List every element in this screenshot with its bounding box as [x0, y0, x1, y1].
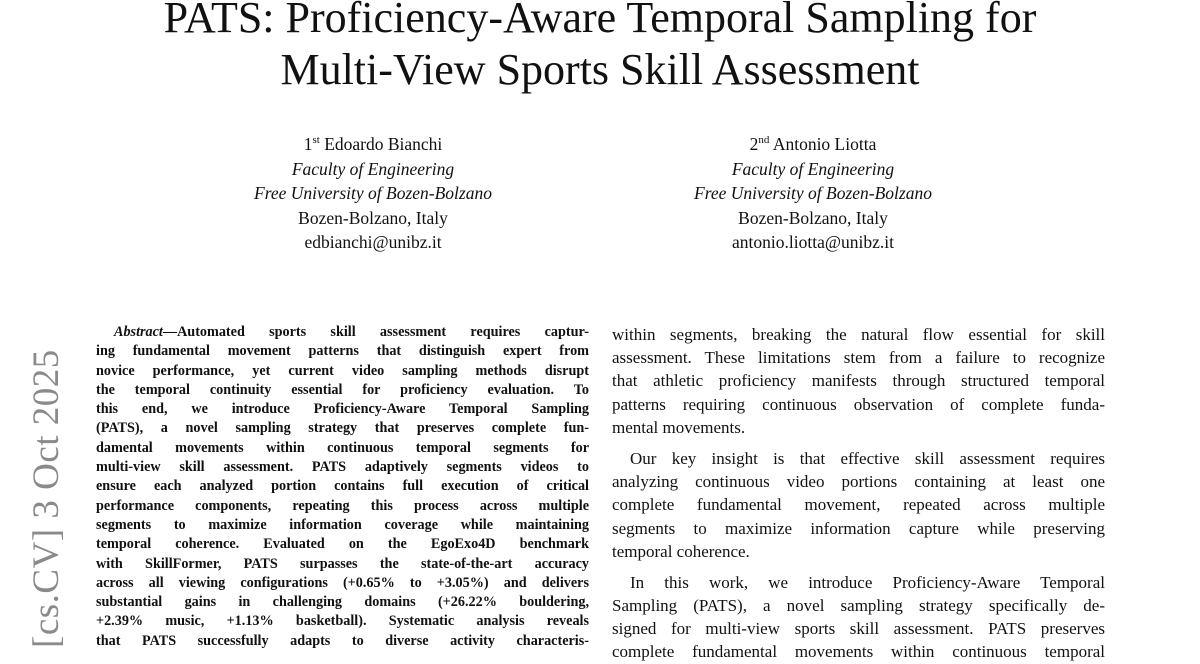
body-line: patterns requiring continuous observation of complete funda-: [612, 394, 1105, 414]
body-column: [612, 323, 1105, 664]
abstract-line: ensure each analyzed portion contains full execution of critical: [96, 478, 589, 495]
body-line: Sampling (PATS), a novel sampling strategy specifically de-: [612, 596, 1105, 616]
title-line-2: Multi-View Sports Skill Assessment: [280, 45, 920, 94]
author-university: Free University of Bozen-Bolzano: [254, 183, 492, 203]
abstract-line: ing fundamental movement patterns that distinguish expert from: [96, 343, 589, 360]
body-paragraph-1: [612, 323, 1105, 439]
author-ordinal: 2: [749, 134, 759, 154]
author-ordinal-suffix: st: [312, 134, 320, 146]
abstract-line: this end, we introduce Proficiency-Aware Temporal Sampling: [96, 401, 589, 418]
author-name-row: [603, 132, 1023, 157]
body-line: mental movements.: [612, 417, 746, 437]
abstract-line: [96, 323, 589, 342]
abstract-line: multi-view skill assessment. PATS adaptively segments videos to: [96, 459, 589, 476]
title-line-1: PATS: Proficiency-Aware Temporal Sampling for: [163, 0, 1037, 42]
author-email: edbianchi@unibz.it: [304, 232, 442, 252]
body-line-text: In this work, we introduce Proficiency-Aware Temporal: [630, 572, 1105, 592]
author-faculty: Faculty of Engineering: [731, 158, 895, 179]
body-line: segments to maximize information capture while preserving: [612, 518, 1105, 538]
abstract-label: Abstract: [114, 324, 163, 340]
paper-title: [0, 0, 1200, 96]
author-email: antonio.liotta@unibz.it: [732, 232, 894, 252]
abstract-line: novice performance, yet current video sampling methods disrupt: [96, 362, 589, 379]
body-line: within segments, breaking the natural flow essential for skill: [612, 325, 1105, 344]
author-name-row: [163, 132, 583, 157]
abstract-line: damental movements within continuous temporal segments for: [96, 439, 589, 456]
author-location: Bozen-Bolzano, Italy: [298, 207, 448, 228]
author-name: Edoardo Bianchi: [324, 134, 443, 154]
body-paragraph-3: [612, 571, 1105, 664]
body-line: complete fundamental movements within continuous temporal: [612, 642, 1105, 662]
author-university: Free University of Bozen-Bolzano: [694, 183, 932, 203]
abstract-line: with SkillFormer, PATS surpasses the state-of-the-art accuracy: [96, 555, 589, 572]
abstract-line: substantial gains in challenging domains (+26.22% bouldering,: [96, 594, 589, 611]
abstract-line: performance components, repeating this process across multiple: [96, 497, 589, 514]
body-line: assessment. These limitations stem from a failure to recognize: [612, 348, 1105, 368]
body-line: complete fundamental movement, repeated across multiple: [612, 495, 1105, 515]
abstract-column: [96, 323, 589, 651]
body-paragraph-2: [612, 447, 1105, 563]
abstract-line: across all viewing configurations (+0.65% to +3.05%) and delivers: [96, 574, 589, 591]
arxiv-side-stamp: [cs.CV] 3 Oct 2025: [26, 349, 67, 648]
body-line: [612, 571, 1105, 594]
body-line: temporal coherence.: [612, 541, 750, 561]
author-name: Antonio Liotta: [772, 134, 877, 154]
body-line-text: Our key insight is that effective skill assessment requires: [630, 448, 1105, 468]
author-ordinal-suffix: nd: [758, 134, 770, 146]
abstract-dash: —: [162, 324, 178, 340]
body-line: signed for multi-view sports skill assessment. PATS preserves: [612, 619, 1105, 639]
body-line: that athletic proficiency manifests through structured temporal: [612, 371, 1105, 391]
body-line: analyzing continuous video portions containing at least one: [612, 472, 1105, 492]
abstract-line: (PATS), a novel sampling strategy that preserves complete fun-: [96, 420, 589, 437]
author-block-1: [163, 132, 583, 255]
abstract-line: the temporal continuity essential for proficiency evaluation. To: [96, 381, 589, 398]
abstract-line: +2.39% music, +1.13% basketball). Systematic analysis reveals: [96, 613, 589, 630]
abstract-text: Automated sports skill assessment requires captur-: [177, 324, 589, 340]
author-location: Bozen-Bolzano, Italy: [738, 207, 888, 228]
author-block-2: [603, 132, 1023, 255]
body-line: [612, 447, 1105, 470]
author-ordinal: 1: [303, 134, 313, 154]
abstract-line: that PATS successfully adapts to diverse activity characteris-: [96, 632, 589, 649]
abstract-line: segments to maximize information coverage while maintaining: [96, 516, 589, 533]
abstract-line: temporal coherence. Evaluated on the EgoExo4D benchmark: [96, 536, 589, 553]
author-faculty: Faculty of Engineering: [291, 158, 455, 179]
